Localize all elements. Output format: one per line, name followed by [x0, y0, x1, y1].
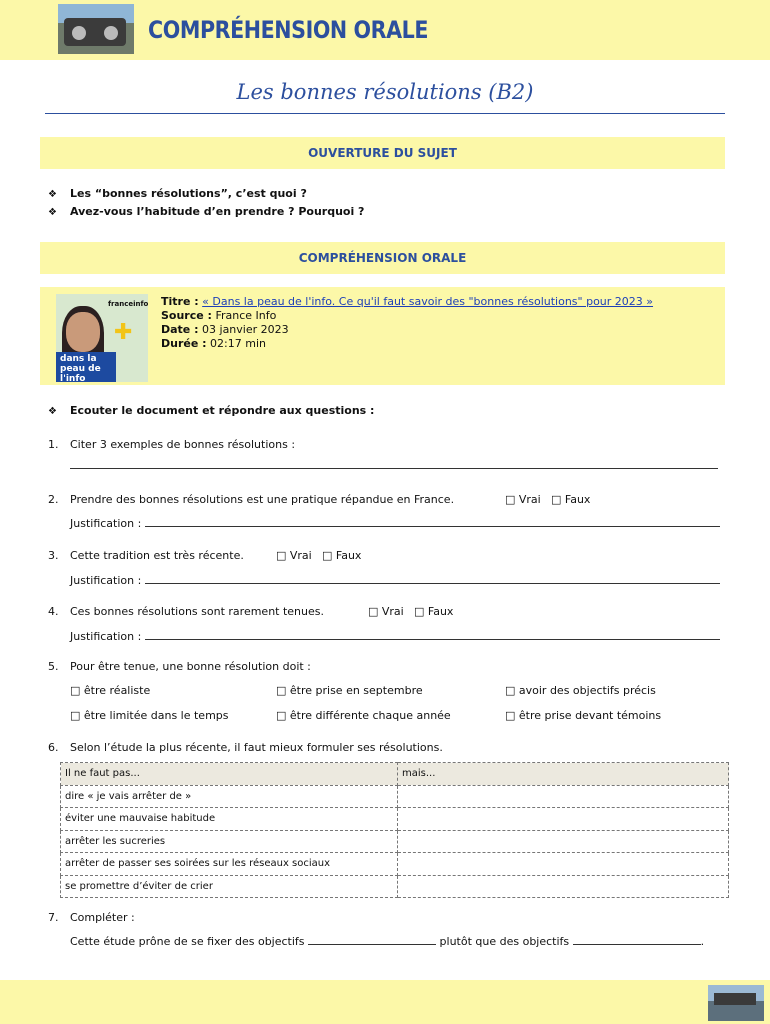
- question-3: 3. Cette tradition est très récente.: [48, 549, 244, 562]
- table-row: [61, 808, 729, 831]
- media-details: [161, 295, 653, 351]
- media-title-link[interactable]: « Dans la peau de l'info. Ce qu'il faut savoir des "bonnes résolutions" pour 2023 »: [202, 295, 654, 308]
- date-label: Date :: [161, 323, 199, 336]
- table-row: [61, 830, 729, 853]
- footer-band: [0, 980, 770, 1024]
- table-row: [61, 785, 729, 808]
- duration-label: Durée :: [161, 337, 207, 350]
- q5-option-differente[interactable]: □ être différente chaque année: [276, 709, 451, 722]
- table-header-cell: mais...: [398, 763, 729, 786]
- q5-option-limitee[interactable]: □ être limitée dans le temps: [70, 709, 229, 722]
- table-cell: dire « je vais arrêter de »: [61, 785, 398, 808]
- diamond-bullet-icon: ❖: [48, 207, 57, 218]
- q4-vrai-checkbox[interactable]: □ Vrai: [368, 605, 404, 618]
- answer-cell[interactable]: [398, 785, 729, 808]
- answer-cell[interactable]: [398, 808, 729, 831]
- section-comprehension-heading: COMPRÉHENSION ORALE: [40, 242, 725, 274]
- opening-question-1: ❖ Les “bonnes résolutions”, c’est quoi ?: [48, 187, 307, 200]
- table-header-cell: Il ne faut pas...: [61, 763, 398, 786]
- boombox-photo-icon: [58, 4, 134, 54]
- q5-option-septembre[interactable]: □ être prise en septembre: [276, 684, 423, 697]
- source-label: Source :: [161, 309, 212, 322]
- table-cell: arrêter les sucreries: [61, 830, 398, 853]
- question-1: 1. Citer 3 exemples de bonnes résolutions :: [48, 438, 296, 451]
- question-7: 7. Compléter :: [48, 911, 135, 924]
- justification-q3[interactable]: Justification :: [70, 573, 720, 587]
- document-subtitle: Les bonnes résolutions (B2): [236, 80, 534, 104]
- date-value: 03 janvier 2023: [202, 323, 289, 336]
- logo-shape-icon: ✚: [114, 320, 133, 345]
- answer-line-q1[interactable]: [70, 458, 718, 472]
- question-6: 6. Selon l’étude la plus récente, il faut mieux formuler ses résolutions.: [48, 741, 443, 754]
- table-row: [61, 875, 729, 898]
- q5-option-temoins[interactable]: □ être prise devant témoins: [505, 709, 662, 722]
- q2-vrai-checkbox[interactable]: □ Vrai: [505, 493, 541, 506]
- answer-cell[interactable]: [398, 875, 729, 898]
- q2-faux-checkbox[interactable]: □ Faux: [551, 493, 591, 506]
- q7-sentence: Cette étude prône de se fixer des objectifs plutôt que des objectifs .: [70, 935, 705, 948]
- media-info-box: [40, 287, 725, 385]
- answer-cell[interactable]: [398, 853, 729, 876]
- answer-cell[interactable]: [398, 830, 729, 853]
- source-value: France Info: [215, 309, 277, 322]
- q5-option-objectifs-precis[interactable]: □ avoir des objectifs précis: [505, 684, 656, 697]
- question-2: 2. Prendre des bonnes résolutions est une pratique répandue en France.: [48, 493, 455, 506]
- subtitle-divider: [45, 113, 725, 114]
- opening-question-2: ❖ Avez-vous l’habitude d’en prendre ? Pourquoi ?: [48, 205, 365, 218]
- instruction: ❖ Ecouter le document et répondre aux questions :: [48, 404, 375, 417]
- q5-option-realiste[interactable]: □ être réaliste: [70, 684, 151, 697]
- table-header-row: [61, 763, 729, 786]
- justification-q2[interactable]: Justification :: [70, 516, 720, 530]
- page-title: COMPRÉHENSION ORALE: [148, 16, 429, 44]
- title-label: Titre :: [161, 295, 199, 308]
- justification-q4[interactable]: Justification :: [70, 629, 720, 643]
- q4-faux-checkbox[interactable]: □ Faux: [414, 605, 454, 618]
- table-cell: arrêter de passer ses soirées sur les réseaux sociaux: [61, 853, 398, 876]
- thumbnail-show-name: dans la peau de l'info: [60, 354, 101, 382]
- q3-faux-checkbox[interactable]: □ Faux: [322, 549, 362, 562]
- question-5: 5. Pour être tenue, une bonne résolution doit :: [48, 660, 311, 673]
- resolutions-table: [60, 762, 729, 898]
- q3-vrai-checkbox[interactable]: □ Vrai: [276, 549, 312, 562]
- table-cell: se promettre d’éviter de crier: [61, 875, 398, 898]
- question-4: 4. Ces bonnes résolutions sont rarement tenues.: [48, 605, 324, 618]
- q7-blank-2[interactable]: [573, 934, 701, 945]
- duration-value: 02:17 min: [210, 337, 266, 350]
- section-opening-heading: OUVERTURE DU SUJET: [40, 137, 725, 169]
- thumbnail-brand: franceinfo: [108, 300, 148, 308]
- footer-photo-icon: [708, 985, 764, 1021]
- diamond-bullet-icon: ❖: [48, 406, 57, 417]
- table-row: [61, 853, 729, 876]
- table-cell: éviter une mauvaise habitude: [61, 808, 398, 831]
- q7-blank-1[interactable]: [308, 934, 436, 945]
- video-thumbnail[interactable]: [56, 294, 148, 382]
- diamond-bullet-icon: ❖: [48, 189, 57, 200]
